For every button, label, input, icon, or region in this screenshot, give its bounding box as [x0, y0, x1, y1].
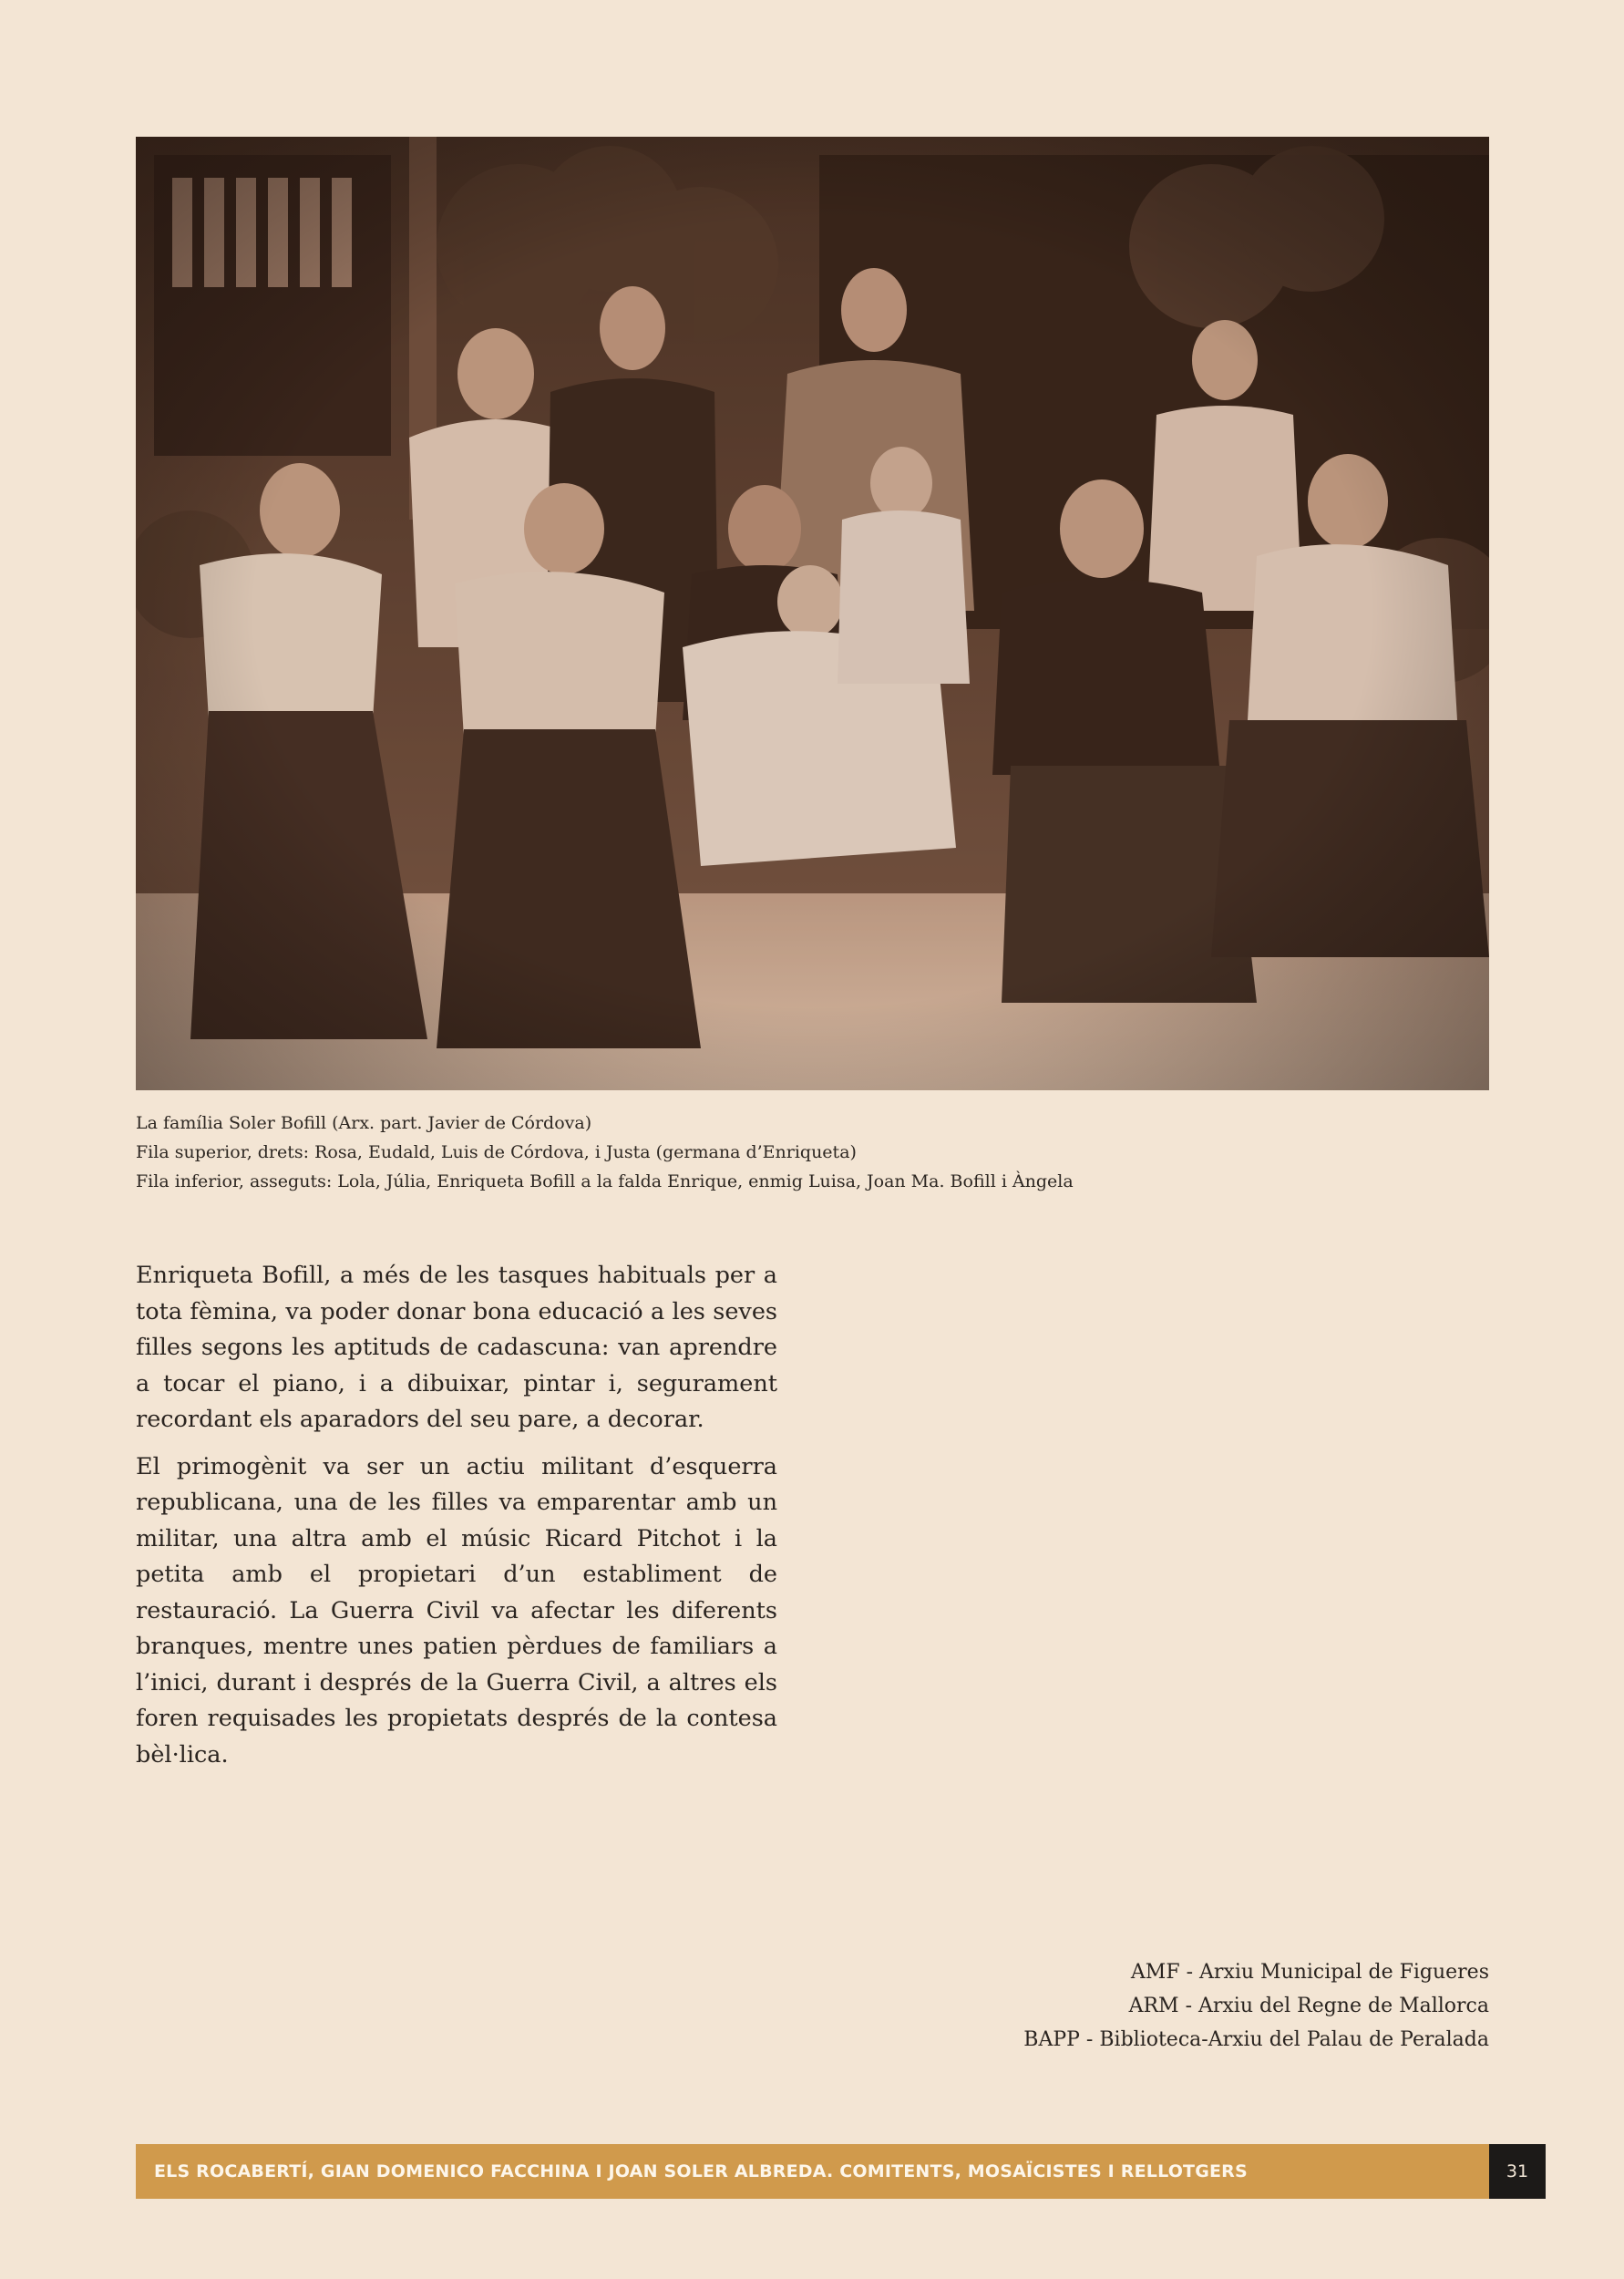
- page-number: 31: [1489, 2144, 1546, 2199]
- abbreviation-amf: AMF - Arxiu Municipal de Figueres: [1130, 1961, 1489, 1984]
- body-paragraph-2: El primogènit va ser un actiu militant d’esquerra republicana, una de les filles va emparentar amb un militar, una altra amb el músic Ricard Pitchot i la petita amb el propietari d’un establiment de restauració. La Guerra Civil va afectar les diferents branques, mentre unes patien pèrdues de familiars a l’inici, durant i després de la Guerra Civil, a altres els foren requisades les propietats després de la contesa bèl·lica.: [136, 1452, 777, 1769]
- caption-line-3: Fila inferior, asseguts: Lola, Júlia, Enriqueta Bofill a la falda Enrique, enmig Luisa, Joan Ma. Bofill i Àngela: [136, 1171, 1074, 1191]
- abbreviation-arm: ARM - Arxiu del Regne de Mallorca: [1128, 1995, 1489, 2017]
- photo-caption: [136, 1109, 1412, 1196]
- footer-title: ELS ROCABERTÍ, GIAN DOMENICO FACCHINA I JOAN SOLER ALBREDA. COMITENTS, MOSAÏCISTES I RELLOTGERS: [154, 2161, 1248, 2181]
- family-photo-illustration: [136, 137, 1489, 1090]
- abbreviation-bapp: BAPP - Biblioteca-Arxiu del Palau de Peralada: [1023, 2028, 1489, 2051]
- family-photo: [136, 137, 1489, 1090]
- caption-line-2: Fila superior, drets: Rosa, Eudald, Luis de Córdova, i Justa (germana d’Enriqueta): [136, 1142, 857, 1162]
- abbreviations-list: [1023, 1955, 1489, 2057]
- caption-line-1: La família Soler Bofill (Arx. part. Javier de Córdova): [136, 1113, 592, 1133]
- body-text: [136, 1258, 777, 1784]
- footer-bar: [136, 2144, 1489, 2199]
- body-paragraph-1: Enriqueta Bofill, a més de les tasques habituals per a tota fèmina, va poder donar bona educació a les seves filles segons les aptituds de cadascuna: van aprendre a tocar el piano, i a dibuixar, pintar i, segurament recordant els aparadors del seu pare, a decorar.: [136, 1262, 777, 1433]
